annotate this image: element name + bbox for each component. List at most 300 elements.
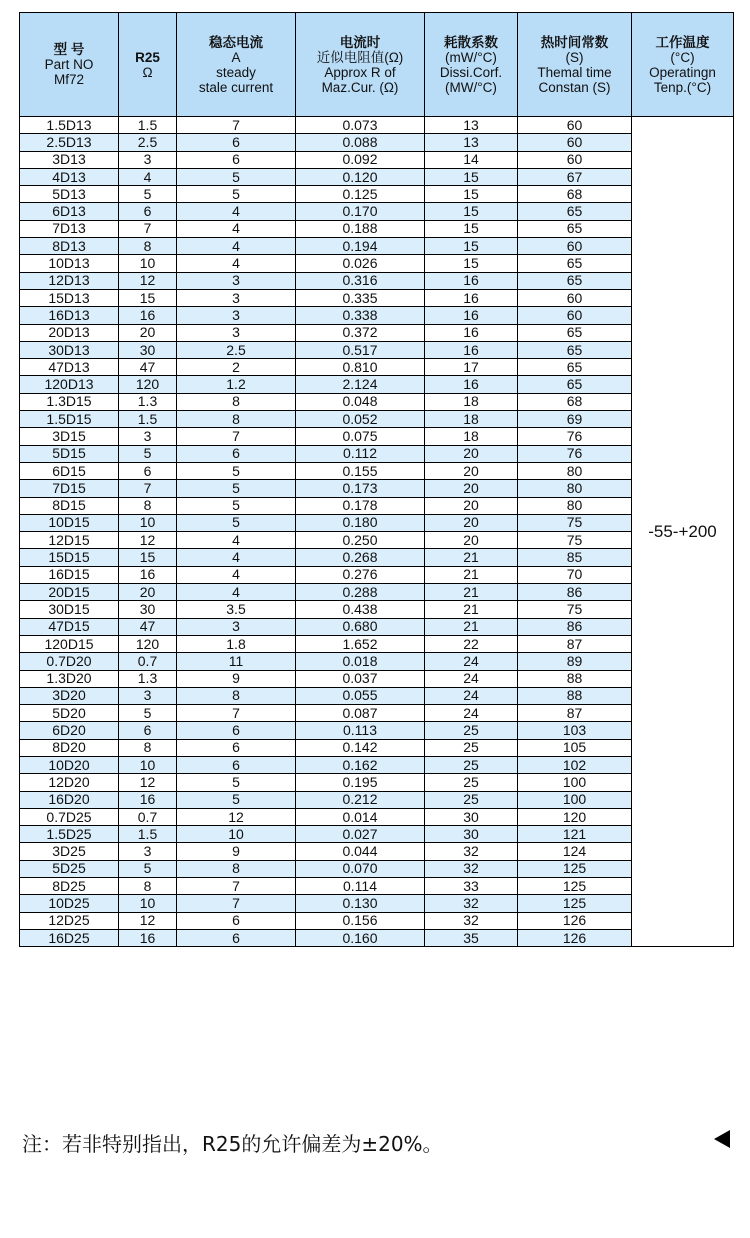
table-cell: 120 <box>119 376 177 393</box>
header-dissipation <box>425 13 518 117</box>
table-cell: 0.070 <box>296 860 425 877</box>
table-cell: 18 <box>425 393 518 410</box>
table-cell: 3 <box>177 289 296 306</box>
table-cell: 30D13 <box>20 341 119 358</box>
table-cell: 16 <box>119 929 177 946</box>
table-cell: 15 <box>425 238 518 255</box>
table-cell: 10 <box>177 826 296 843</box>
table-cell: 32 <box>425 843 518 860</box>
table-cell: 60 <box>518 238 632 255</box>
table-cell: 3D15 <box>20 428 119 445</box>
table-cell: 0.055 <box>296 687 425 704</box>
table-cell: 12 <box>119 774 177 791</box>
table-cell: 4 <box>177 238 296 255</box>
table-row <box>20 584 734 601</box>
table-cell: 6 <box>119 203 177 220</box>
table-cell: 22 <box>425 635 518 652</box>
table-row <box>20 929 734 946</box>
table-cell: 30 <box>425 808 518 825</box>
table-cell: 5 <box>177 462 296 479</box>
table-row <box>20 808 734 825</box>
table-cell: 12D13 <box>20 272 119 289</box>
header-line: Themal time <box>537 64 612 80</box>
table-row <box>20 618 734 635</box>
table-row <box>20 774 734 791</box>
table-cell: 0.212 <box>296 791 425 808</box>
table-cell: 5 <box>177 186 296 203</box>
table-cell: 16 <box>425 376 518 393</box>
table-cell: 7 <box>177 705 296 722</box>
table-cell: 16D13 <box>20 307 119 324</box>
table-cell: 20 <box>425 532 518 549</box>
table-cell: 15 <box>425 220 518 237</box>
table-cell: 3 <box>119 151 177 168</box>
table-cell: 7D13 <box>20 220 119 237</box>
header-line: 型 号 <box>53 42 85 57</box>
table-cell: 21 <box>425 601 518 618</box>
table-cell: 75 <box>518 601 632 618</box>
table-cell: 0.7 <box>119 808 177 825</box>
table-cell: 2.5D13 <box>20 134 119 151</box>
table-cell: 0.810 <box>296 359 425 376</box>
table-cell: 10 <box>119 255 177 272</box>
table-row <box>20 168 734 185</box>
table-cell: 65 <box>518 255 632 272</box>
table-cell: 0.188 <box>296 220 425 237</box>
table-row <box>20 445 734 462</box>
table-cell: 0.173 <box>296 480 425 497</box>
table-cell: 0.316 <box>296 272 425 289</box>
table-cell: 16 <box>119 307 177 324</box>
table-row <box>20 705 734 722</box>
table-cell: 0.156 <box>296 912 425 929</box>
table-cell: 8 <box>177 411 296 428</box>
table-cell: 4 <box>119 168 177 185</box>
left-triangle-icon[interactable] <box>714 1130 730 1148</box>
table-cell: 14 <box>425 151 518 168</box>
table-cell: 87 <box>518 635 632 652</box>
header-row <box>20 13 734 117</box>
table-cell: 5 <box>119 705 177 722</box>
table-cell: 3 <box>119 428 177 445</box>
table-cell: 5 <box>119 445 177 462</box>
table-row <box>20 791 734 808</box>
header-line: Part NO <box>44 57 94 72</box>
table-cell: 7 <box>177 117 296 134</box>
table-cell: 12 <box>119 912 177 929</box>
table-cell: 8D20 <box>20 739 119 756</box>
table-cell: 3D13 <box>20 151 119 168</box>
table-cell: 8 <box>177 860 296 877</box>
table-row <box>20 134 734 151</box>
table-cell: 80 <box>518 480 632 497</box>
table-cell: 20 <box>425 514 518 531</box>
table-cell: 0.338 <box>296 307 425 324</box>
table-cell: 30 <box>119 601 177 618</box>
table-cell: 1.5 <box>119 826 177 843</box>
table-row <box>20 756 734 773</box>
table-cell: 10D15 <box>20 514 119 531</box>
table-cell: 8 <box>119 238 177 255</box>
table-cell: 21 <box>425 566 518 583</box>
table-cell: 5 <box>177 497 296 514</box>
table-cell: 5D13 <box>20 186 119 203</box>
table-cell: 4 <box>177 566 296 583</box>
table-row <box>20 238 734 255</box>
table-cell: 5 <box>177 480 296 497</box>
table-cell: 102 <box>518 756 632 773</box>
table-row <box>20 497 734 514</box>
table-row <box>20 324 734 341</box>
table-cell: 4 <box>177 549 296 566</box>
table-cell: 13 <box>425 117 518 134</box>
header-operating-temp <box>632 13 734 117</box>
table-cell: 6 <box>177 445 296 462</box>
table-cell: 1.652 <box>296 635 425 652</box>
table-cell: 0.112 <box>296 445 425 462</box>
table-cell: 0.288 <box>296 584 425 601</box>
table-cell: 7 <box>119 480 177 497</box>
table-cell: 100 <box>518 774 632 791</box>
table-cell: 21 <box>425 549 518 566</box>
table-cell: 68 <box>518 393 632 410</box>
table-cell: 0.276 <box>296 566 425 583</box>
table-cell: 5 <box>119 860 177 877</box>
table-cell: 12 <box>119 272 177 289</box>
table-cell: 0.155 <box>296 462 425 479</box>
table-cell: 5 <box>177 168 296 185</box>
table-cell: 0.372 <box>296 324 425 341</box>
table-cell: 0.170 <box>296 203 425 220</box>
table-cell: 8 <box>119 497 177 514</box>
table-cell: 1.5D15 <box>20 411 119 428</box>
table-cell: 30D15 <box>20 601 119 618</box>
table-cell: 1.3D15 <box>20 393 119 410</box>
header-line: (mW/°C) <box>445 49 497 65</box>
table-cell: 0.027 <box>296 826 425 843</box>
table-cell: 2.124 <box>296 376 425 393</box>
table-cell: 0.075 <box>296 428 425 445</box>
table-cell: 0.088 <box>296 134 425 151</box>
table-cell: 0.517 <box>296 341 425 358</box>
table-cell: 6 <box>177 929 296 946</box>
table-cell: 5D15 <box>20 445 119 462</box>
table-cell: 25 <box>425 791 518 808</box>
table-row <box>20 220 734 237</box>
table-cell: 10D13 <box>20 255 119 272</box>
table-row <box>20 826 734 843</box>
table-cell: 0.130 <box>296 895 425 912</box>
table-cell: 47D13 <box>20 359 119 376</box>
header-approx-r <box>296 13 425 117</box>
table-cell: 8 <box>119 739 177 756</box>
table-row <box>20 653 734 670</box>
table-cell: 5 <box>177 774 296 791</box>
table-cell: 2 <box>177 359 296 376</box>
table-cell: 15 <box>425 168 518 185</box>
table-cell: 86 <box>518 584 632 601</box>
header-thermal-time <box>518 13 632 117</box>
table-cell: 4 <box>177 584 296 601</box>
table-cell: 21 <box>425 584 518 601</box>
table-cell: 0.092 <box>296 151 425 168</box>
table-cell: 0.178 <box>296 497 425 514</box>
header-line: Approx R of <box>324 64 396 80</box>
table-cell: 0.125 <box>296 186 425 203</box>
header-line: 工作温度 <box>655 34 710 50</box>
table-cell: 0.7D20 <box>20 653 119 670</box>
table-cell: 1.3 <box>119 670 177 687</box>
table-row <box>20 514 734 531</box>
table-cell: 120 <box>119 635 177 652</box>
table-cell: 15D15 <box>20 549 119 566</box>
header-line: 近似电阻值(Ω) <box>316 49 404 65</box>
table-cell: 6 <box>119 462 177 479</box>
table-cell: 0.194 <box>296 238 425 255</box>
table-cell: 88 <box>518 670 632 687</box>
table-cell: 47 <box>119 618 177 635</box>
table-cell: 65 <box>518 203 632 220</box>
table-cell: 65 <box>518 376 632 393</box>
table-cell: 20D15 <box>20 584 119 601</box>
table-row <box>20 203 734 220</box>
table-cell: 18 <box>425 411 518 428</box>
table-row <box>20 635 734 652</box>
table-cell: 0.048 <box>296 393 425 410</box>
table-cell: 47 <box>119 359 177 376</box>
table-cell: 0.052 <box>296 411 425 428</box>
table-cell: 1.5 <box>119 411 177 428</box>
table-cell: 20 <box>425 445 518 462</box>
table-cell: 87 <box>518 705 632 722</box>
header-line: 电流时 <box>339 34 381 50</box>
table-cell: 20 <box>119 324 177 341</box>
table-row <box>20 411 734 428</box>
table-cell: 0.335 <box>296 289 425 306</box>
header-line: 稳态电流 <box>209 34 263 50</box>
table-cell: 30 <box>425 826 518 843</box>
table-cell: 32 <box>425 895 518 912</box>
table-cell: 124 <box>518 843 632 860</box>
table-body <box>20 117 734 947</box>
table-row <box>20 462 734 479</box>
table-cell: 65 <box>518 324 632 341</box>
header-line: Mf72 <box>53 72 84 87</box>
table-cell: 67 <box>518 168 632 185</box>
table-cell: 5 <box>177 514 296 531</box>
table-cell: 4 <box>177 255 296 272</box>
table-cell: 65 <box>518 341 632 358</box>
table-cell: 7 <box>177 428 296 445</box>
table-cell: 10D25 <box>20 895 119 912</box>
table-cell: 6 <box>177 151 296 168</box>
table-cell: 0.195 <box>296 774 425 791</box>
table-cell: 12D25 <box>20 912 119 929</box>
table-cell: 68 <box>518 186 632 203</box>
table-cell: 3 <box>119 687 177 704</box>
table-cell: 0.268 <box>296 549 425 566</box>
table-cell: 0.120 <box>296 168 425 185</box>
table-cell: 5 <box>177 791 296 808</box>
table-cell: 125 <box>518 895 632 912</box>
table-cell: 76 <box>518 445 632 462</box>
table-row <box>20 860 734 877</box>
table-cell: 1.5D25 <box>20 826 119 843</box>
table-cell: 0.7 <box>119 653 177 670</box>
table-cell: 5D25 <box>20 860 119 877</box>
table-cell: 12D20 <box>20 774 119 791</box>
table-row <box>20 272 734 289</box>
table-cell: 3 <box>177 307 296 324</box>
table-cell: 16 <box>425 307 518 324</box>
table-cell: 6 <box>177 912 296 929</box>
table-cell: 7 <box>119 220 177 237</box>
table-row <box>20 151 734 168</box>
table-cell: 65 <box>518 359 632 376</box>
table-cell: 6 <box>119 722 177 739</box>
table-cell: 125 <box>518 878 632 895</box>
table-cell: 10 <box>119 895 177 912</box>
table-cell: 0.7D25 <box>20 808 119 825</box>
header-line: (°C) <box>670 49 695 65</box>
table-cell: 13 <box>425 134 518 151</box>
table-row <box>20 359 734 376</box>
table-cell: 8 <box>177 393 296 410</box>
table-cell: 6 <box>177 739 296 756</box>
table-cell: 17 <box>425 359 518 376</box>
table-cell: 16D15 <box>20 566 119 583</box>
table-cell: 16 <box>425 272 518 289</box>
table-cell: 3.5 <box>177 601 296 618</box>
table-row <box>20 722 734 739</box>
spec-table <box>19 12 734 947</box>
table-cell: 8D25 <box>20 878 119 895</box>
table-cell: 80 <box>518 497 632 514</box>
table-row <box>20 687 734 704</box>
table-cell: 60 <box>518 151 632 168</box>
table-cell: 12D15 <box>20 532 119 549</box>
table-cell: 100 <box>518 791 632 808</box>
table-row <box>20 532 734 549</box>
table-row <box>20 670 734 687</box>
table-cell: 0.073 <box>296 117 425 134</box>
footnote: 注：若非特别指出，R25的允许偏差为±20%。 <box>22 1132 443 1156</box>
table-row <box>20 895 734 912</box>
header-line: Dissi.Corf. <box>439 64 503 80</box>
table-cell: 88 <box>518 687 632 704</box>
table-cell: 60 <box>518 117 632 134</box>
table-cell: 6 <box>177 756 296 773</box>
table-cell: 15 <box>425 186 518 203</box>
table-row <box>20 549 734 566</box>
table-row <box>20 878 734 895</box>
table-cell: 85 <box>518 549 632 566</box>
table-cell: 15D13 <box>20 289 119 306</box>
table-cell: 70 <box>518 566 632 583</box>
table-row <box>20 117 734 134</box>
table-cell: 0.037 <box>296 670 425 687</box>
table-cell: 16 <box>425 341 518 358</box>
header-line: steady <box>216 64 256 80</box>
table-cell: 3 <box>177 618 296 635</box>
table-cell: 126 <box>518 929 632 946</box>
table-row <box>20 480 734 497</box>
header-line: (S) <box>565 49 584 65</box>
table-cell: 105 <box>518 739 632 756</box>
table-row <box>20 428 734 445</box>
table-cell: 1.5 <box>119 117 177 134</box>
table-cell: 2.5 <box>177 341 296 358</box>
header-line: 热时间常数 <box>540 34 609 50</box>
header-line: Ω <box>142 64 153 80</box>
table-cell: 0.162 <box>296 756 425 773</box>
header-line: Maz.Cur. (Ω) <box>321 79 399 95</box>
table-cell: 10 <box>119 756 177 773</box>
table-row <box>20 376 734 393</box>
table-cell: 3 <box>177 272 296 289</box>
header-steady-current <box>177 13 296 117</box>
table-row <box>20 307 734 324</box>
table-cell: 4 <box>177 220 296 237</box>
table-cell: 20 <box>425 462 518 479</box>
table-cell: 6D15 <box>20 462 119 479</box>
table-cell: 126 <box>518 912 632 929</box>
header-line: Tenp.(°C) <box>653 79 712 95</box>
table-cell: 25 <box>425 756 518 773</box>
table-cell: 8D15 <box>20 497 119 514</box>
table-row <box>20 186 734 203</box>
table-cell: 8D13 <box>20 238 119 255</box>
table-cell: 0.114 <box>296 878 425 895</box>
table-cell: 20D13 <box>20 324 119 341</box>
table-cell: 76 <box>518 428 632 445</box>
operating-temp-cell: -55-+200 <box>632 117 734 947</box>
header-r25 <box>119 13 177 117</box>
table-cell: 69 <box>518 411 632 428</box>
table-cell: 16D25 <box>20 929 119 946</box>
table-cell: 3D20 <box>20 687 119 704</box>
table-cell: 30 <box>119 341 177 358</box>
table-cell: 75 <box>518 532 632 549</box>
header-line: R25 <box>135 49 160 65</box>
table-cell: 20 <box>425 497 518 514</box>
table-cell: 5 <box>119 186 177 203</box>
header-line: Operatingn <box>649 64 716 80</box>
table-cell: 24 <box>425 653 518 670</box>
table-cell: 25 <box>425 774 518 791</box>
table-cell: 16D20 <box>20 791 119 808</box>
table-cell: 15 <box>119 549 177 566</box>
table-cell: 16 <box>119 566 177 583</box>
table-cell: 120D15 <box>20 635 119 652</box>
table-cell: 1.8 <box>177 635 296 652</box>
table-cell: 3D25 <box>20 843 119 860</box>
header-line: A <box>231 49 241 65</box>
header-line: 耗散系数 <box>444 34 498 50</box>
table-cell: 33 <box>425 878 518 895</box>
table-cell: 4 <box>177 532 296 549</box>
table-cell: 24 <box>425 705 518 722</box>
table-row <box>20 341 734 358</box>
table-cell: 1.5D13 <box>20 117 119 134</box>
table-cell: 2.5 <box>119 134 177 151</box>
table-cell: 12 <box>177 808 296 825</box>
table-cell: 0.087 <box>296 705 425 722</box>
table-row <box>20 739 734 756</box>
table-cell: 10 <box>119 514 177 531</box>
header-line: Constan (S) <box>538 79 611 95</box>
table-cell: 75 <box>518 514 632 531</box>
